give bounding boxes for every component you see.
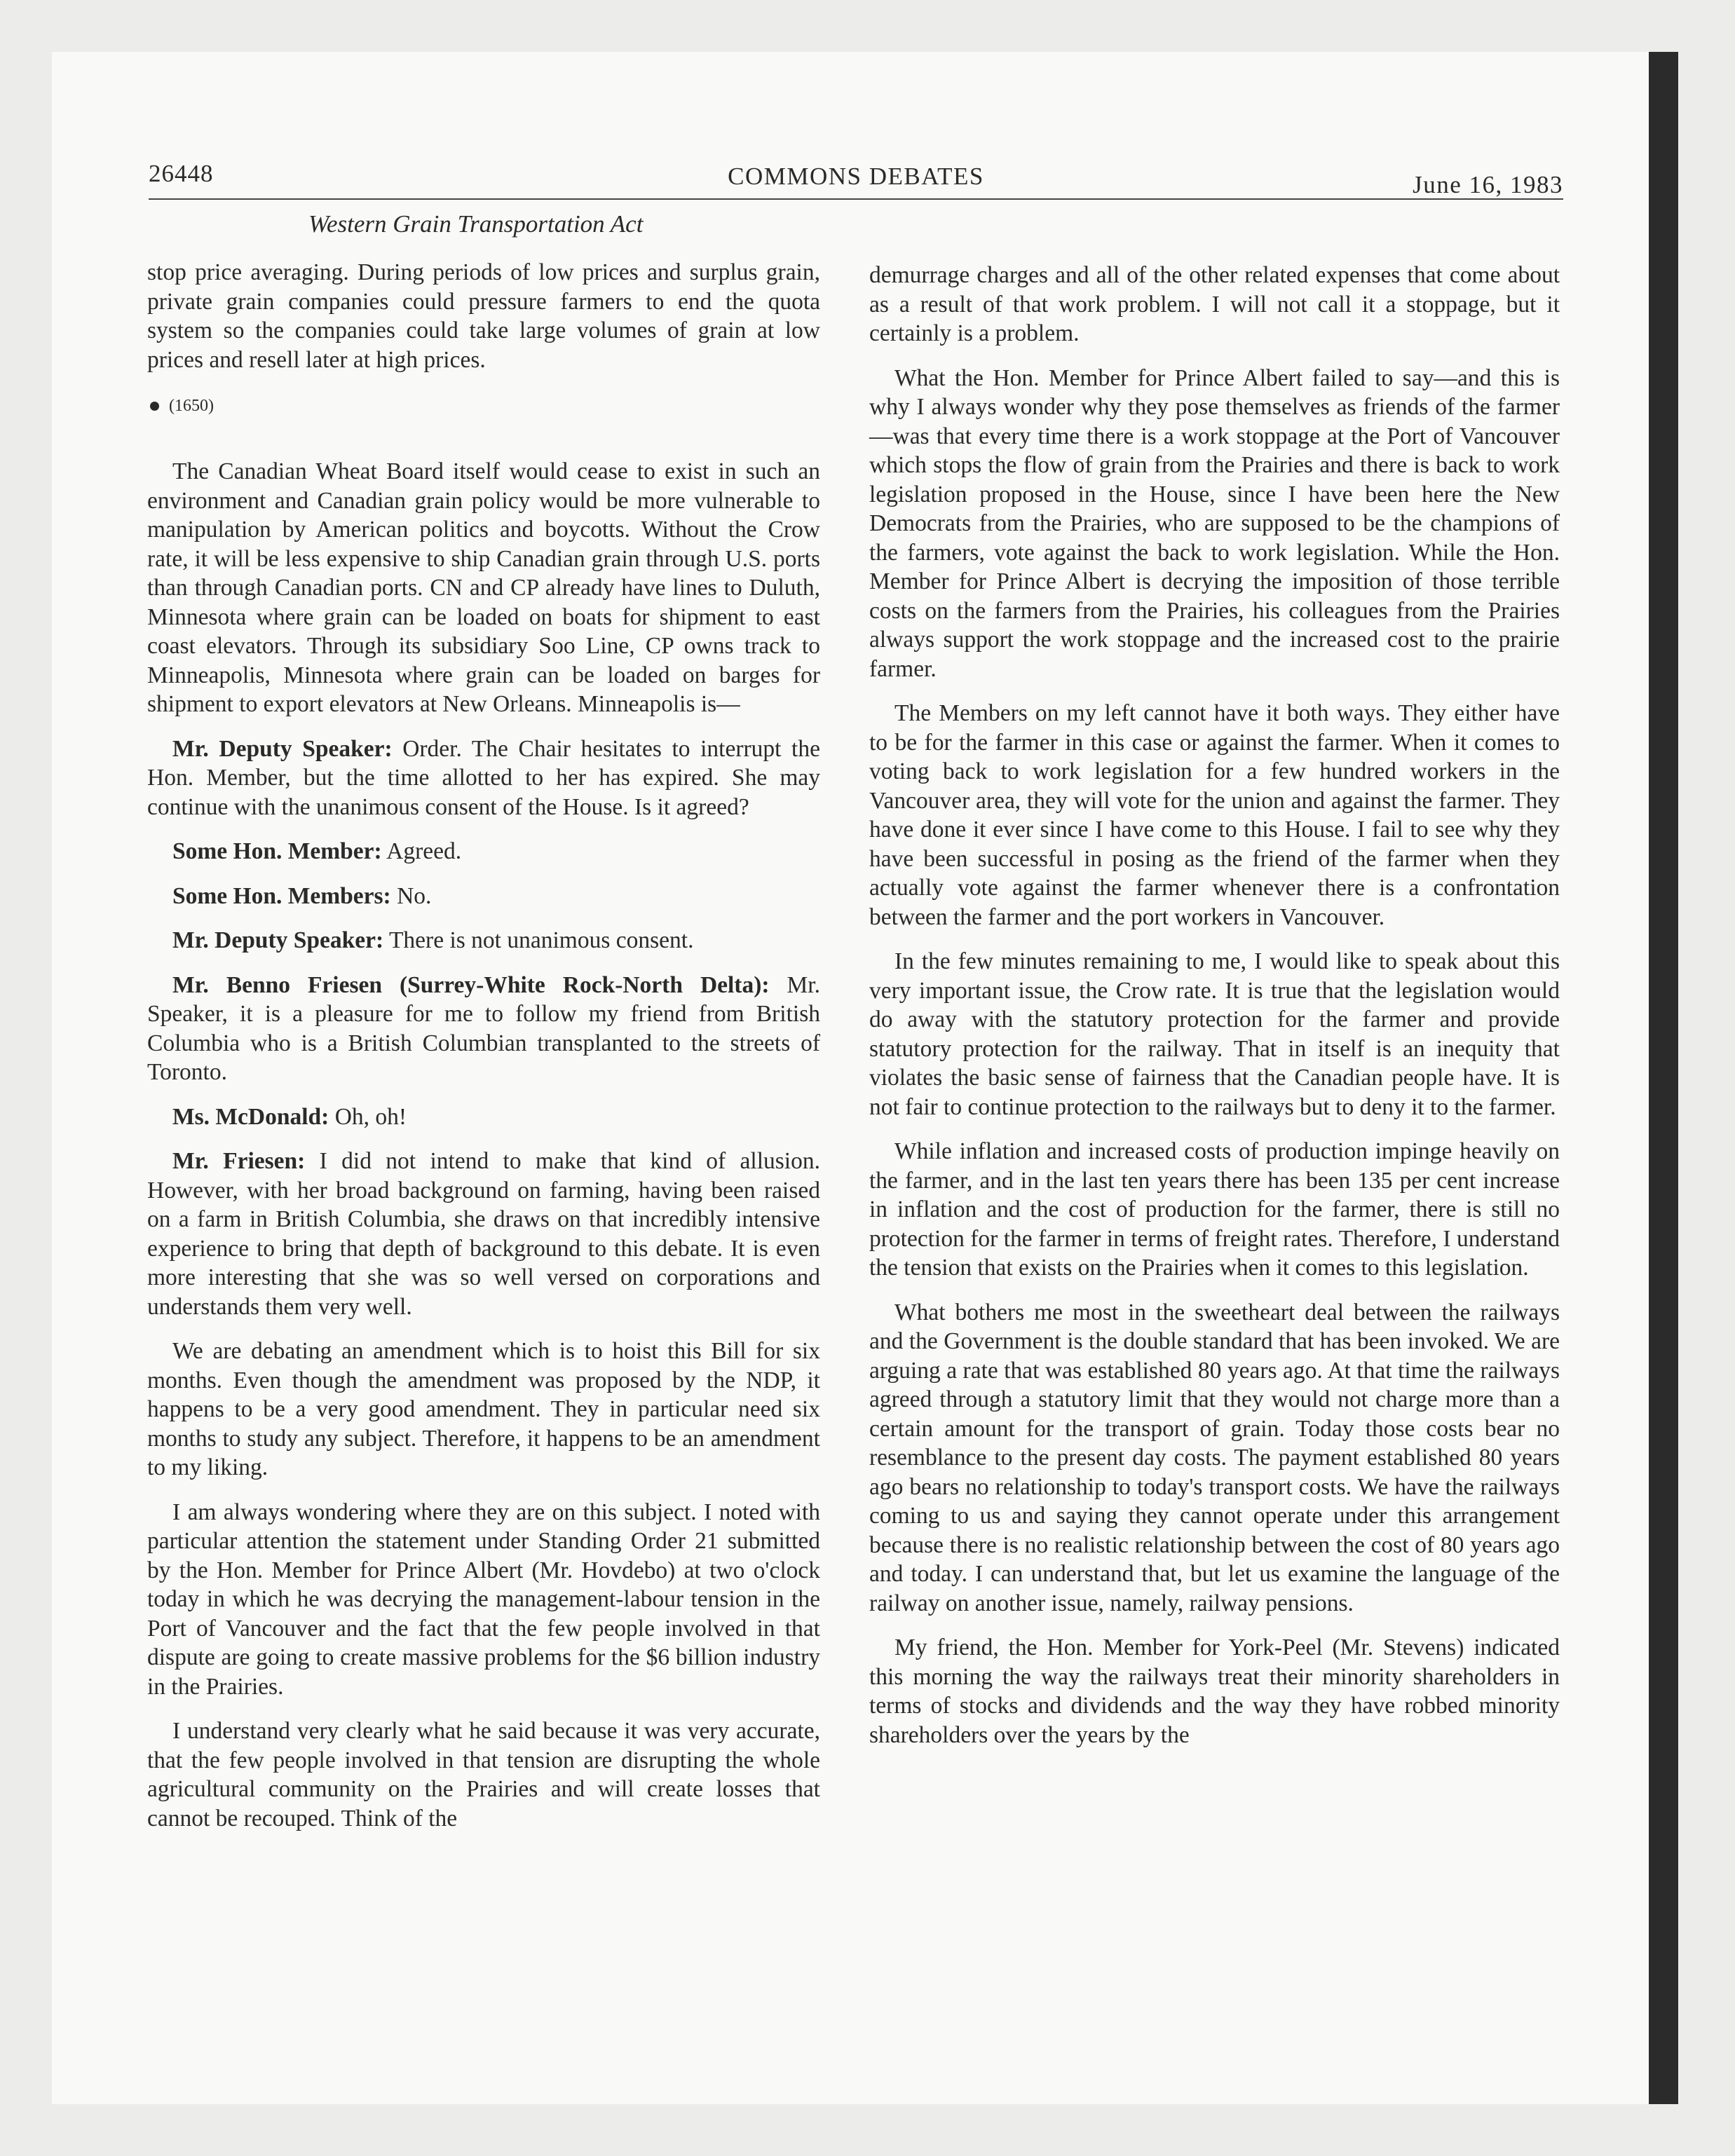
scan-edge (1649, 52, 1678, 2104)
right-column (869, 261, 1560, 1765)
paragraph: While inflation and increased costs of production impinge heavily on the farmer, and in the last ten years there has been 135 per cent increase in inflation and the cost of production for the farmer, there is still no protection for the farmer in terms of freight rates. Therefore, I understand the tension that exists on the Prairies when it comes to this legislation. (869, 1138, 1560, 1281)
speaker-name: Mr. Deputy Speaker: (172, 735, 393, 762)
speaker-name: Some Hon. Members: (172, 882, 391, 909)
paragraph: The Members on my left cannot have it both ways. They either have to be for the farmer in this case or against the farmer. When it comes to voting back to work legislation for a few hundred workers in the Vancouver area, they will vote for the union and against the farmer. They have done it ever since I have come to this House. I fail to see why they have been successful in posing as the friend of the farmer when they actually vote against the farmer whenever there is a confrontation between the farmer and the port workers in Vancouver. (869, 700, 1560, 930)
speech (147, 1103, 820, 1132)
bullet-icon (150, 402, 159, 411)
running-head: Western Grain Transportation Act (308, 210, 644, 238)
paragraph: stop price averaging. During periods of low prices and surplus grain, private grain companies could pressure farmers to end the quota system so the companies could take large volumes of grain at low prices and resell later at high prices. (147, 259, 820, 373)
paragraph: My friend, the Hon. Member for York-Peel (Mr. Stevens) indicated this morning the way the railways treat their minority shareholders in terms of stocks and dividends and the way they have robbed minority shareholders over the years by the (869, 1635, 1560, 1748)
paragraph: The Canadian Wheat Board itself would cease to exist in such an environment and Canadian grain policy would be more vulnerable to manipulation by American politics and boycotts. Without the Crow rate, it will be less expensive to ship Canadian grain through U.S. ports than through Canadian ports. CN and CP already have lines to Duluth, Minnesota where grain can be loaded on boats for shipment to east coast elevators. Through its subsidiary Soo Line, CP owns track to Minneapolis, Minnesota where grain can be loaded on barges for shipment to export elevators at New Orleans. Minneapolis is— (147, 458, 820, 717)
paragraph: We are debating an amendment which is to hoist this Bill for six months. Even though the amendment was proposed by the NDP, it happens to be a very good amendment. They in particular need six months to study any subject. Therefore, it happens to be an amendment to my liking. (147, 1338, 820, 1480)
issue-date: June 16, 1983 (1413, 171, 1563, 198)
speech-text: Oh, oh! (329, 1103, 407, 1130)
timestamp (147, 395, 820, 416)
header-rule (149, 198, 1563, 200)
speech (147, 1147, 820, 1321)
speaker-name: Some Hon. Member: (172, 838, 382, 864)
speaker-name: Mr. Benno Friesen (Surrey-White Rock-North Delta): (172, 971, 770, 998)
speech (147, 971, 820, 1087)
speech-text: Agreed. (381, 838, 462, 864)
speech (147, 882, 820, 911)
page-header (149, 160, 1563, 202)
speech-text: I did not intend to make that kind of allusion. However, with her broad background on farming, having been raised on a farm in British Columbia, she draws on that incredibly intensive experience to bring that depth of background to this debate. It is even more interesting that she was so well versed on corporations and understands them very well. (147, 1148, 820, 1320)
speaker-name: Mr. Friesen: (172, 1148, 306, 1174)
speaker-name: Mr. Deputy Speaker: (172, 927, 384, 953)
journal-title: COMMONS DEBATES (728, 163, 984, 190)
speech (147, 926, 820, 955)
speaker-name: Ms. McDonald: (172, 1103, 329, 1130)
paragraph: I am always wondering where they are on this subject. I noted with particular attention the statement under Standing Order 21 submitted by the Hon. Member for Prince Albert (Mr. Hovdebo) at two o'clock today in which he was decrying the management-labour tension in the Port of Vancouver and the fact that the few people involved in that dispute are going to create massive problems for the $6 billion industry in the Prairies. (147, 1499, 820, 1700)
speech-text: Mr. Speaker, it is a pleasure for me to follow my friend from British Columbia who is a British Columbian transplanted to the streets of Toronto. (147, 971, 820, 1085)
page-number: 26448 (149, 160, 214, 187)
speech-text: No. (390, 882, 432, 909)
timestamp-text: (1650) (169, 397, 214, 415)
speech (147, 735, 820, 822)
speech-text: Order. The Chair hesitates to interrupt the Hon. Member, but the time allotted to her has expired. She may continue with the unanimous consent of the House. Is it agreed? (147, 735, 820, 820)
left-column (147, 258, 820, 1848)
speech (147, 837, 820, 866)
speech-text: There is not unanimous consent. (383, 927, 694, 953)
paragraph: In the few minutes remaining to me, I would like to speak about this very important issue, the Crow rate. It is true that the legislation would do away with the statutory protection for the farmer and provide statutory protection for the railway. That in itself is an inequity that violates the basic sense of fairness that the Canadian people have. It is not fair to continue protection to the railways but to deny it to the farmer. (869, 948, 1560, 1120)
paragraph: demurrage charges and all of the other related expenses that come about as a result of that work problem. I will not call it a stoppage, but it certainly is a problem. (869, 262, 1560, 346)
paragraph: I understand very clearly what he said because it was very accurate, that the few people involved in that tension are disrupting the whole agricultural community on the Prairies and will create losses that cannot be recouped. Think of the (147, 1718, 820, 1831)
paragraph: What the Hon. Member for Prince Albert failed to say—and this is why I always wonder why they pose themselves as friends of the farmer—was that every time there is a work stoppage at the Port of Vancouver which stops the flow of grain from the Prairies and there is back to work legislation proposed in the House, since I have been here the New Democrats from the Prairies, who are supposed to be the champions of the farmers, vote against the back to work legislation. While the Hon. Member for Prince Albert is decrying the imposition of those terrible costs on the farmers from the Prairies, his colleagues from the Prairies always support the work stoppage and the increased cost to the prairie farmer. (869, 364, 1560, 682)
paragraph: What bothers me most in the sweetheart deal between the railways and the Government is the double standard that has been invoked. We are arguing a rate that was established 80 years ago. At that time the railways agreed through a statutory limit that they would not charge more than a certain amount for the transport of grain. Today those costs bear no resemblance to the present day costs. The payment established 80 years ago bears no relationship to today's transport costs. We have the railways coming to us and saying they cannot operate under this arrangement because there is no realistic relationship between the cost of 80 years ago and today. I can understand that, but let us examine the language of the railway on another issue, namely, railway pensions. (869, 1299, 1560, 1616)
